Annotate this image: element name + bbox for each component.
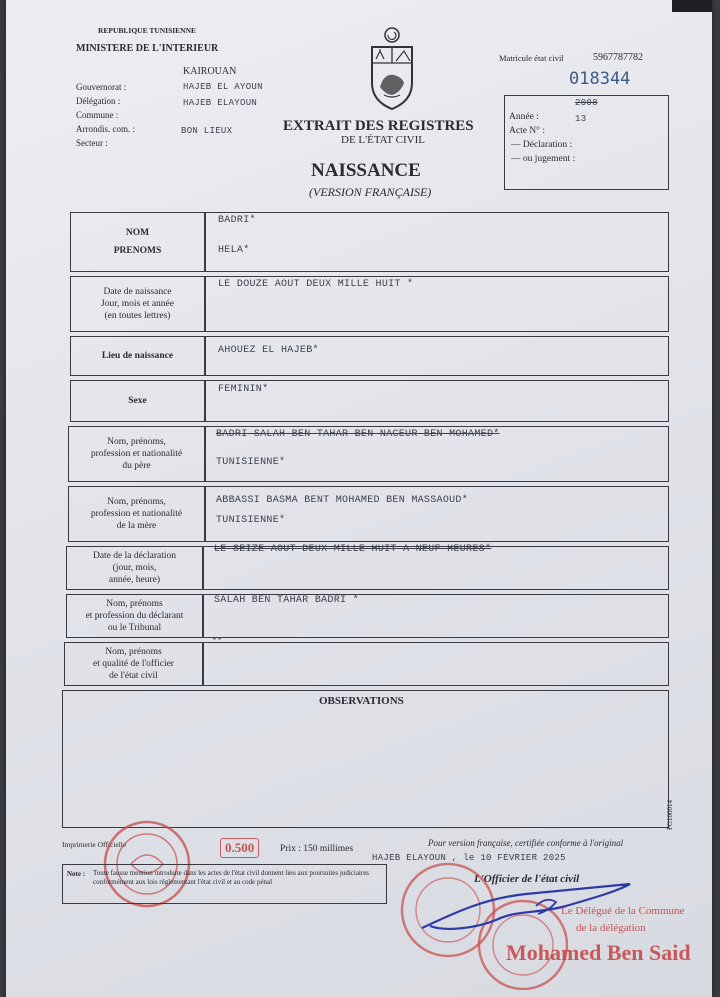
version-francaise-subtitle: (VERSION FRANÇAISE) xyxy=(309,185,432,199)
label-nom-prenoms xyxy=(70,212,205,272)
handwritten-signature-icon xyxy=(416,876,636,936)
imprimerie-label: Imprimerie Officielle xyxy=(62,840,127,849)
annee-label: Année : xyxy=(509,112,539,122)
arrondissement-value: BON LIEUX xyxy=(181,126,233,136)
note-text: Toute fausse mention introduite dans les actes de l'état civil donnent lieu aux poursuites judiciaires conformément aux lois réglementant l'état civil et au code pénal xyxy=(93,869,370,886)
value-lieu-naissance: AHOUEZ EL HAJEB* xyxy=(218,345,319,356)
value-date-naissance: LE DOUZE AOUT DEUX MILLE HUIT * xyxy=(218,279,414,290)
matricule-label: Matricule état civil xyxy=(499,53,564,63)
value-declarant: SALAH BEN TAHAR BADRI * xyxy=(214,595,359,606)
revenue-stamp-price: 0.500 xyxy=(220,838,259,858)
field-date-naissance xyxy=(205,276,669,332)
gouvernorat-detail: HAJEB EL AYOUN xyxy=(183,82,263,92)
note-box xyxy=(62,864,387,904)
label-delegation: Délégation : xyxy=(76,96,121,106)
officer-title: L'Officier de l'état civil xyxy=(474,873,580,885)
ministry-heading: MINISTERE DE L'INTERIEUR xyxy=(76,43,219,54)
value-pere-nationalite: TUNISIENNE* xyxy=(216,457,286,468)
label-pere: Nom, prénoms, profession et nationalité du père xyxy=(68,426,205,482)
stamp-text-line2: de la délégation xyxy=(576,922,646,934)
certified-statement: Pour version française, certifiée conforme à l'original xyxy=(428,838,624,848)
field-lieu-naissance xyxy=(205,336,669,376)
observations-box xyxy=(62,690,669,828)
value-sexe: FEMININ* xyxy=(218,384,269,395)
etat-civil-subtitle: DE L'ÉTAT CIVIL xyxy=(341,134,425,146)
label-lieu-naissance: Lieu de naissance xyxy=(70,336,205,376)
annee-value: 13 xyxy=(575,114,587,124)
value-mere-nom: ABBASSI BASMA BENT MOHAMED BEN MASSAOUD* xyxy=(216,495,469,506)
value-mere-nationalite: TUNISIENNE* xyxy=(216,515,286,526)
matricule-value: 5967787782 xyxy=(593,52,643,63)
serial-number: 018344 xyxy=(569,69,631,89)
registration-year-box xyxy=(504,95,669,190)
label-officier: Nom, prénoms et qualité de l'officier de l'état civil xyxy=(64,642,203,686)
document-page xyxy=(6,0,712,997)
label-mere: Nom, prénoms, profession et nationalité de la mère xyxy=(68,486,205,542)
value-prenoms: HELA* xyxy=(218,245,250,256)
delegation-value: HAJEB ELAYOUN xyxy=(183,98,258,108)
acte-label: Acte N° : xyxy=(509,126,545,136)
value-officier: ** xyxy=(212,637,223,646)
jugement-label: — ou jugement : xyxy=(511,154,576,164)
field-pere xyxy=(205,426,669,482)
label-arrondissement: Arrondis. com. : xyxy=(76,124,135,134)
field-declarant xyxy=(203,594,669,638)
field-mere xyxy=(205,486,669,542)
label-date-naissance: Date de naissance Jour, mois et année (en toutes lettres) xyxy=(70,276,205,332)
place-date: HAJEB ELAYOUN , le 10 FEVRIER 2025 xyxy=(372,853,566,863)
field-officier xyxy=(203,637,669,686)
extrait-title: EXTRAIT DES REGISTRES xyxy=(283,118,474,134)
observations-heading: OBSERVATIONS xyxy=(319,695,404,707)
label-secteur: Secteur : xyxy=(76,138,108,148)
note-label: Note : xyxy=(67,870,86,878)
side-code: PG100014 xyxy=(666,800,674,830)
label-date-declaration: Date de la déclaration (jour, mois, année, heure) xyxy=(66,546,203,590)
label-prenoms: PRENOMS xyxy=(113,246,162,256)
field-nom-prenoms xyxy=(205,212,669,272)
tunisia-coat-of-arms-icon xyxy=(366,25,418,111)
field-date-declaration xyxy=(203,546,669,590)
prix-label: Prix : 150 millimes xyxy=(280,844,354,854)
label-declarant: Nom, prénoms et profession du déclarant ou le Tribunal xyxy=(66,594,203,638)
label-nom: NOM xyxy=(125,228,150,238)
republic-heading: REPUBLIQUE TUNISIENNE xyxy=(98,26,197,35)
field-sexe xyxy=(205,380,669,422)
gouvernorat-value: KAIROUAN xyxy=(183,66,237,77)
declaration-label: — Déclaration : xyxy=(511,140,573,150)
value-pere-nom: BADRI SALAH BEN TAHAR BEN NACEUR BEN MOHAMED* xyxy=(216,429,500,440)
value-date-declaration: LE SEIZE AOUT DEUX MILLE HUIT A NEUF HEURES* xyxy=(214,544,492,555)
label-commune: Commune : xyxy=(76,110,119,120)
naissance-title: NAISSANCE xyxy=(311,160,421,181)
year-value: 2008 xyxy=(575,98,598,108)
label-sexe: Sexe xyxy=(70,380,205,422)
background-corner xyxy=(672,0,712,12)
signature-name-stamp: Mohamed Ben Said xyxy=(506,940,691,965)
label-gouvernorat: Gouvernorat : xyxy=(76,82,127,92)
value-nom: BADRI* xyxy=(218,215,256,226)
stamp-text-line1: Le Délégué de la Commune xyxy=(561,905,685,917)
